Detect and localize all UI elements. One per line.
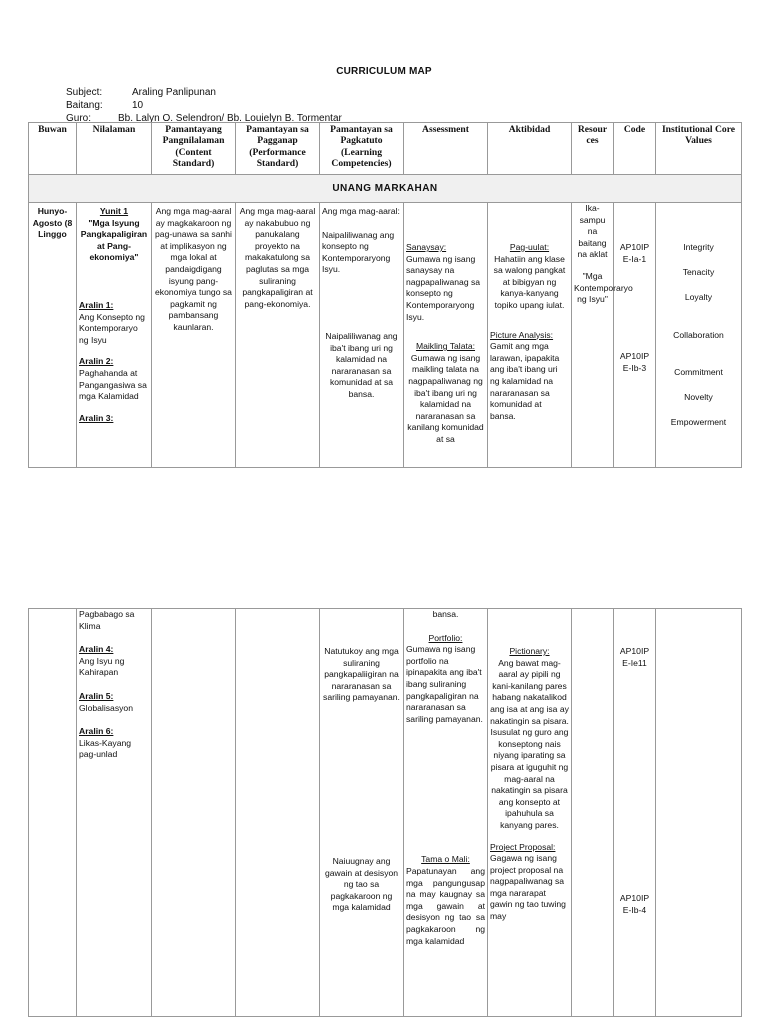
assessment-label: Sanaysay: [406,242,447,252]
cell-assessment [404,203,488,468]
lc-intro: Ang mga mag-aaral: [322,206,400,216]
activity-label: Picture Analysis: [490,329,554,340]
assessment-text: Papatunayan ang mga pangungusap na may kaugnay sa mga gawain at desisyon ng tao sa pagkakaroon ng mga kalamidad [406,865,485,946]
cell-core-values [656,609,742,1017]
curriculum-table-page-2 [28,608,742,1017]
document-title: CURRICULUM MAP [336,66,432,77]
curriculum-table-page-1 [28,122,742,468]
code-item: AP10IP E-Ib-3 [619,351,650,373]
competency-item: Naipaliliwanag ang iba't ibang uri ng kalamidad na nararanasan sa komunidad at sa bansa. [325,330,398,399]
cell-performance-standard: Ang mga mag-aaral ay nakabubuo ng panukalang proyekto na makakatulong sa paglutas sa mga suliraning pangkapaligiran at pang-ekonomiya. [236,203,320,468]
quarter-label: UNANG MARKAHAN [29,175,742,203]
activity-label: Pictionary: [509,646,550,656]
resource-book: Ika-sampu na baitang na aklat [577,203,608,260]
header-buwan: Buwan [29,123,77,175]
meta-label: Baitang: [66,100,103,111]
assessment-text: Gumawa ng isang maikling talata na nagpapaliwanag ng iba't ibang uri ng kalamidad na nararanasan sa kanilang komunidad at sa [407,352,484,444]
core-value: Empowerment [670,417,727,427]
cell-content-standard: Ang mga mag-aaral ay magkakaroon ng pag-unawa sa sanhi at implikasyon ng mga lokal at pandaigdigang isyung pang-ekonomiya tungo sa pagkamit ng pambansang kaunlaran. [152,203,236,468]
assessment-text: Gumawa ng isang sanaysay na nagpapaliwanag sa konsepto ng Kontemporaryong Isyu. [406,253,481,322]
cell-performance-standard [236,609,320,1017]
aralin-text: Ang Konsepto ng Kontemporaryo ng Isyu [79,311,145,345]
header-performance-standard: Pamantayan sa Pagganap (Performance Standard) [236,123,320,175]
meta-label: Guro: [66,113,92,124]
meta-value: 10 [132,100,144,111]
table-row [29,609,742,1017]
activity-text: Gamit ang mga larawan, ipapakita ang iba't ibang uri ng kalamidad na nararanasan sa komunidad at bansa. [490,341,560,421]
cell-learning-competencies [320,203,404,468]
header-assessment: Assessment [404,123,488,175]
competency-item: Natutukoy ang mga suliraning pangkapaliigiran na nararanasan sa sariling pamayanan. [323,646,400,703]
meta-label: Subject: [66,87,103,98]
cell-code [614,203,656,468]
assessment-label: Maikling Talata: [415,341,476,352]
activity-text: Gagawa ng isang project proposal na nagpapaliwanag sa mga nararapat gawin ng tao tuwing may [490,853,566,922]
table-row [29,203,742,468]
assessment-text: bansa. [432,609,459,619]
meta-value: Bb. Lalyn O. Selendron/ Bb. Louielyn B. Tormentar [118,113,342,124]
core-value: Integrity [683,242,714,252]
aralin-text: Paghahanda at Pangangasiwa sa mga Kalamidad [79,367,147,402]
aralin-text: Likas-Kayang pag-unlad [79,737,132,760]
activity-label: Pag-uulat: [509,242,550,252]
cell-assessment [404,609,488,1017]
competency-item: Naiuugnay ang gawain at desisyon ng tao sa pagkakaroon ng mga kalamidad [324,855,399,913]
core-value: Tenacity [682,267,715,277]
cell-content-standard [152,609,236,1017]
cell-nilalaman [77,203,152,468]
aralin-label: Aralin 1: [79,299,114,310]
header-resources: Resour ces [572,123,614,175]
aralin-label: Aralin 6: [79,726,114,737]
cell-buwan: Hunyo-Agosto (8 Linggo [29,203,77,468]
header-row [29,123,742,175]
aralin-label: Aralin 2: [79,356,114,367]
unit-title: Yunit 1 [99,206,129,216]
core-value: Novelty [684,392,713,402]
code-item: AP10IP E-Ib-4 [619,893,650,915]
header-core-values: Institutional Core Values [656,123,742,175]
aralin-label: Aralin 4: [79,644,114,655]
meta-block [66,87,486,125]
assessment-label: Portfolio: [428,632,463,643]
unit-name: "Mga Isyung Pangkapaligiran at Pang-ekonomiya" [80,217,148,263]
activity-text: Hahatiin ang klase sa walong pangkat at bibigyan ng kanya-kanyang topiko upang iulat. [493,253,566,310]
core-value: Collaboration [673,330,724,340]
cell-core-values [656,203,742,468]
resource-title: "Mga Kontemporaryo ng Isyu" [574,270,633,305]
aralin-text: Pagbabago sa Klima [79,609,135,631]
meta-value: Araling Panlipunan [132,87,216,98]
cell-aktibidad [488,609,572,1017]
cell-buwan [29,609,77,1017]
quarter-row [29,175,742,203]
header-learning-competencies: Pamantayan sa Pagkatuto (Learning Competencies) [320,123,404,175]
core-value: Loyalty [684,292,713,302]
cell-learning-competencies [320,609,404,1017]
cell-resources [572,609,614,1017]
cell-nilalaman [77,609,152,1017]
header-code: Code [614,123,656,175]
code-item: AP10IP E-Ie11 [619,646,650,668]
assessment-text: Gumawa ng isang portfolio na ipinapakita ang iba't ibang suliraning pangkapaligiran na nararanasan sa sariling pamayanan. [406,644,483,724]
header-aktibidad: Aktibidad [488,123,572,175]
cell-resources [572,203,633,468]
aralin-label: Aralin 5: [79,690,114,701]
aralin-label: Aralin 3: [79,412,114,423]
activity-text: Ang bawat mag-aaral ay pipili ng kani-kanilang pares habang nakatalikod ang isa at ang isa ay nakatingin sa pisara. Isusulat ng guro ang konseptong nais niyang iparating sa pisara at iguguhit ng mag-aaral na nakatingin sa pisara ang konsepto at ipahuhula sa kanyang pares. [490,657,569,830]
cell-aktibidad [488,203,572,468]
activity-label: Project Proposal: [490,841,556,852]
cell-code [614,609,656,1017]
header-nilalaman: Nilalaman [77,123,152,175]
competency-item: Naipaliliwanag ang konsepto ng Kontemporaryong Isyu. [322,229,395,275]
assessment-label: Tama o Mali: [421,854,470,865]
aralin-text: Globalisasyon [79,702,133,713]
header-content-standard: Pamantayang Pangnilalaman (Content Standard) [152,123,236,175]
aralin-text: Ang Isyu ng Kahirapan [79,655,125,678]
code-item: AP10IP E-Ia-1 [619,242,650,264]
core-value: Commitment [674,367,723,377]
